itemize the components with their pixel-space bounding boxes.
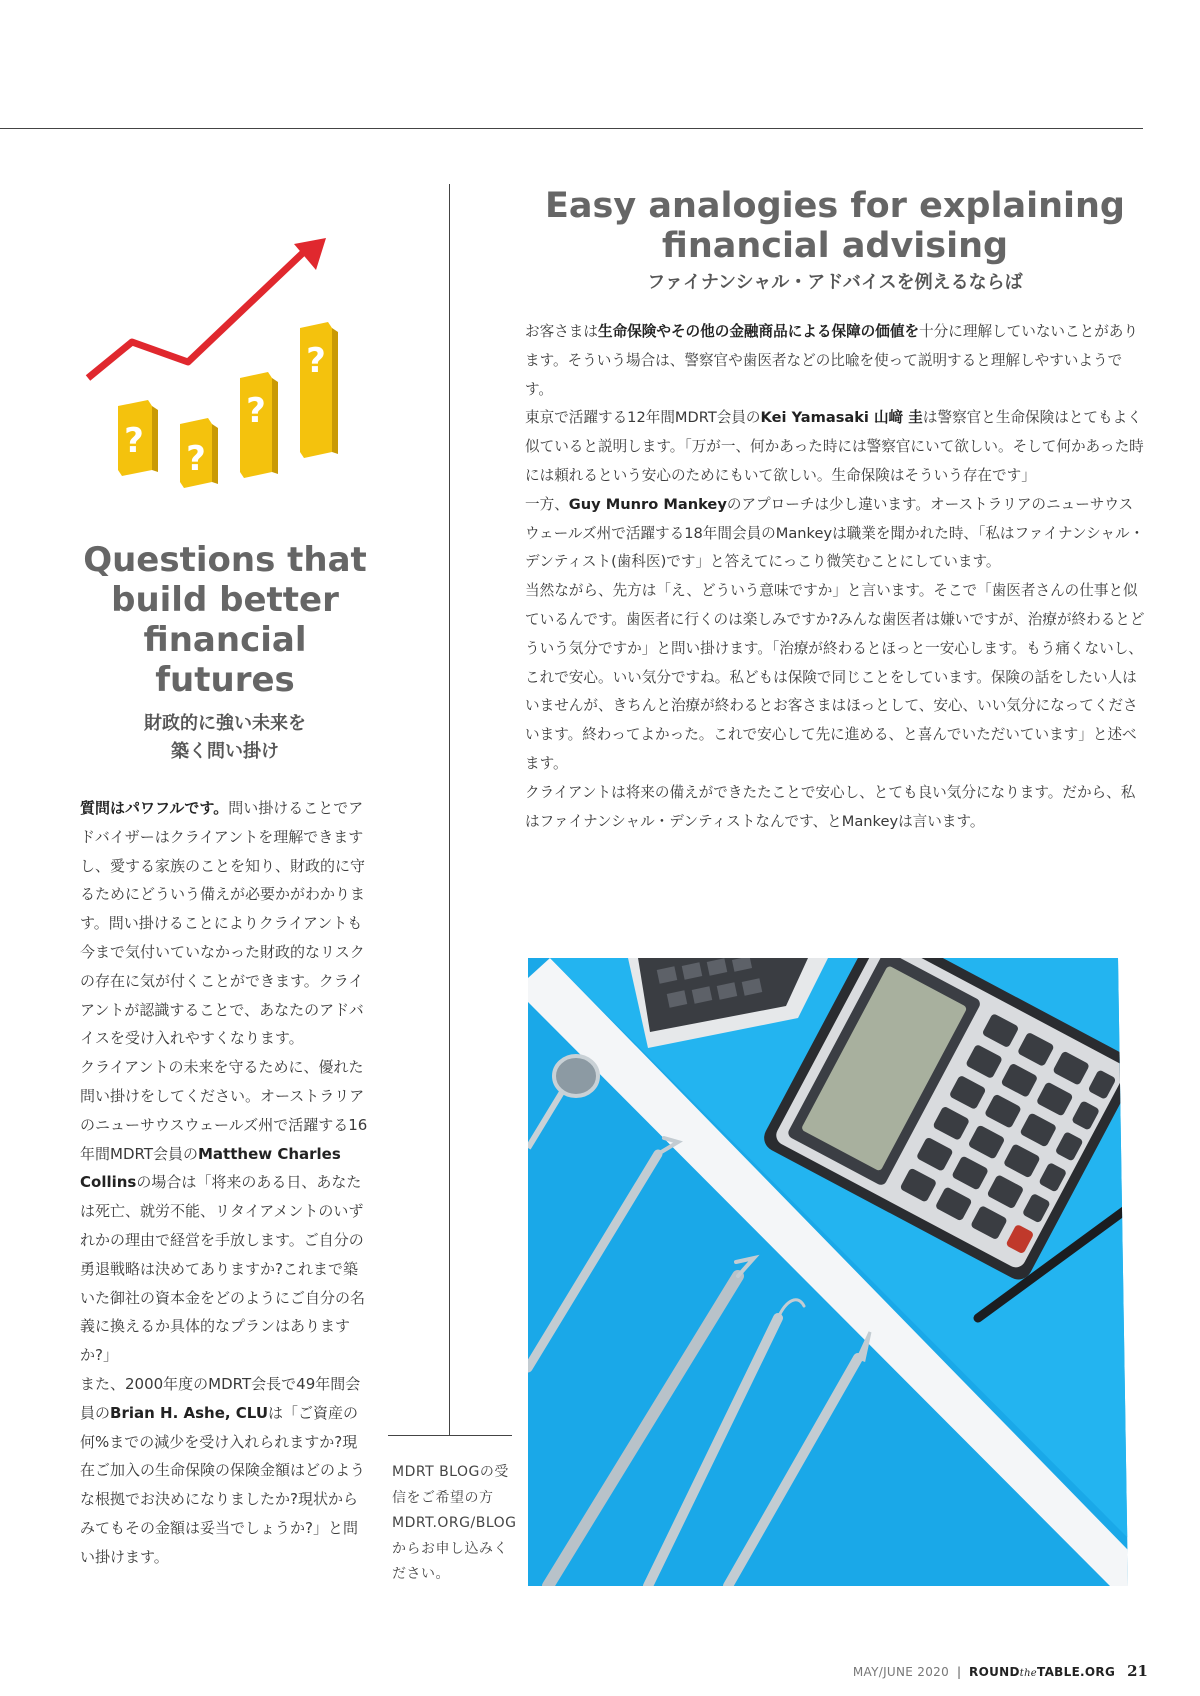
footer-separator: | [957,1665,962,1679]
left-article [80,540,370,1572]
page-footer [853,1662,1148,1680]
site-name: ROUNDtheTABLE.ORG [969,1665,1116,1679]
right-paragraph-2: 東京で活躍する12年間MDRT会員のKei Yamasaki 山﨑 圭は警察官と生命保険はとてもよく似ていると説明します。「万が一、何かあった時には警察官にいて欲しい。そして何かあった時には頼れるという安心のためにもいて欲しい。生命保険はそういう存在です」 [525,409,1144,484]
blog-note-rule [388,1435,512,1436]
left-article-subtitle: 財政的に強い未来を 築く問い掛け [144,713,306,762]
svg-text:?: ? [124,421,144,461]
rising-arrow [88,238,326,378]
right-paragraph-1: お客さまは生命保険やその他の金融商品による保障の価値を十分に理解していないことがあります。そういう場合は、警察官や歯医者などの比喩を使って説明すると理解しやすいようです。 [525,323,1138,398]
right-paragraph-4: 当然ながら、先方は「え、どういう意味ですか」と言います。そこで「歯医者さんの仕事と似ているんです。歯医者に行くのは楽しみですか?みんな歯医者は嫌いですが、治療が終わるとどういう気分ですか」と問い掛けます。「治療が終わるとほっと一安心します。もう痛くないし、これで安心。いい気分ですね。私どもは保険で同じことをしています。保険の話をしたい人はいませんが、きちんと治療が終わるとお客さまはほっとして、安心、いい気分になってくださいます。終わってよかった。これで安心して先に進める、と喜んでいただいています」と述べます。 [525,582,1145,772]
left-paragraph-2: クライアントの未来を守るために、優れた問い掛けをしてください。オーストラリアのニューサウスウェールズ州で活躍する16年間MDRT会員のMatthew Charles Collinsの場合は「将来のある日、あなたは死亡、就労不能、リタイアメントのいずれかの理由で経営を手放します。ご自分の勇退戦略は決めてありますか?これまで築いた御社の資本金をどのようにご自分の名義に換えるか具体的なプランはありますか?」 [80,1058,368,1365]
dental-tools-calculator-photo [528,958,1128,1586]
svg-text:?: ? [306,341,326,381]
right-paragraph-5: クライアントは将来の備えができたたことで安心し、とても良い気分になります。だから、私はファイナンシャル・デンティストなんです、とMankeyは言います。 [525,783,1136,830]
issue-date: MAY/JUNE 2020 [852,1665,949,1679]
top-rule [0,128,1143,129]
question-bar-2 [180,418,218,488]
left-paragraph-3: また、2000年度のMDRT会長で49年間会員のBrian H. Ashe, CLUは「ご資産の何%までの減少を受け入れられますか?現在ご加入の生命保険の保険金額はどのような根拠でお決めになりましたか?現状からみてもその金額は妥当でしょうか?」と問い掛けます。 [80,1374,366,1566]
right-article-subtitle: ファイナンシャル・アドバイスを例えるならば [647,272,1023,293]
svg-text:?: ? [186,439,206,479]
svg-text:?: ? [246,391,266,431]
right-paragraph-3: 一方、Guy Munro Mankeyのアプローチは少し違います。オーストラリアのニューサウスウェールズ州で活躍する18年間会員のMankeyは職業を聞かれた時、「私はファイナンシャル・デンティスト(歯科医)です」と答えてにっこり微笑むことにしています。 [525,495,1145,571]
question-bar-1 [118,400,158,476]
page-number: 21 [1127,1662,1148,1680]
blog-note: MDRT BLOGの受信をご希望の方MDRT.ORG/BLOGからお申し込みください。 [392,1464,517,1582]
left-paragraph-1: 質問はパワフルです。問い掛けることでアドバイザーはクライアントを理解できますし、愛する家族のことを知り、財政的に守るためにどういう備えが必要かがわかります。問い掛けることによりクライアントも今まで気付いていなかった財政的なリスクの存在に気が付くことができます。クライアントが認識することで、あなたのアドバイスを受け入れやすくなります。 [80,799,366,1048]
right-article [525,186,1145,836]
growth-chart-icon [80,238,380,498]
question-bar-4 [300,322,338,458]
left-article-title: Questions that build better financial futures [83,540,367,700]
right-article-title: Easy analogies for explaining financial advising [545,186,1125,266]
column-divider [449,184,450,1436]
question-bar-3 [240,372,278,478]
